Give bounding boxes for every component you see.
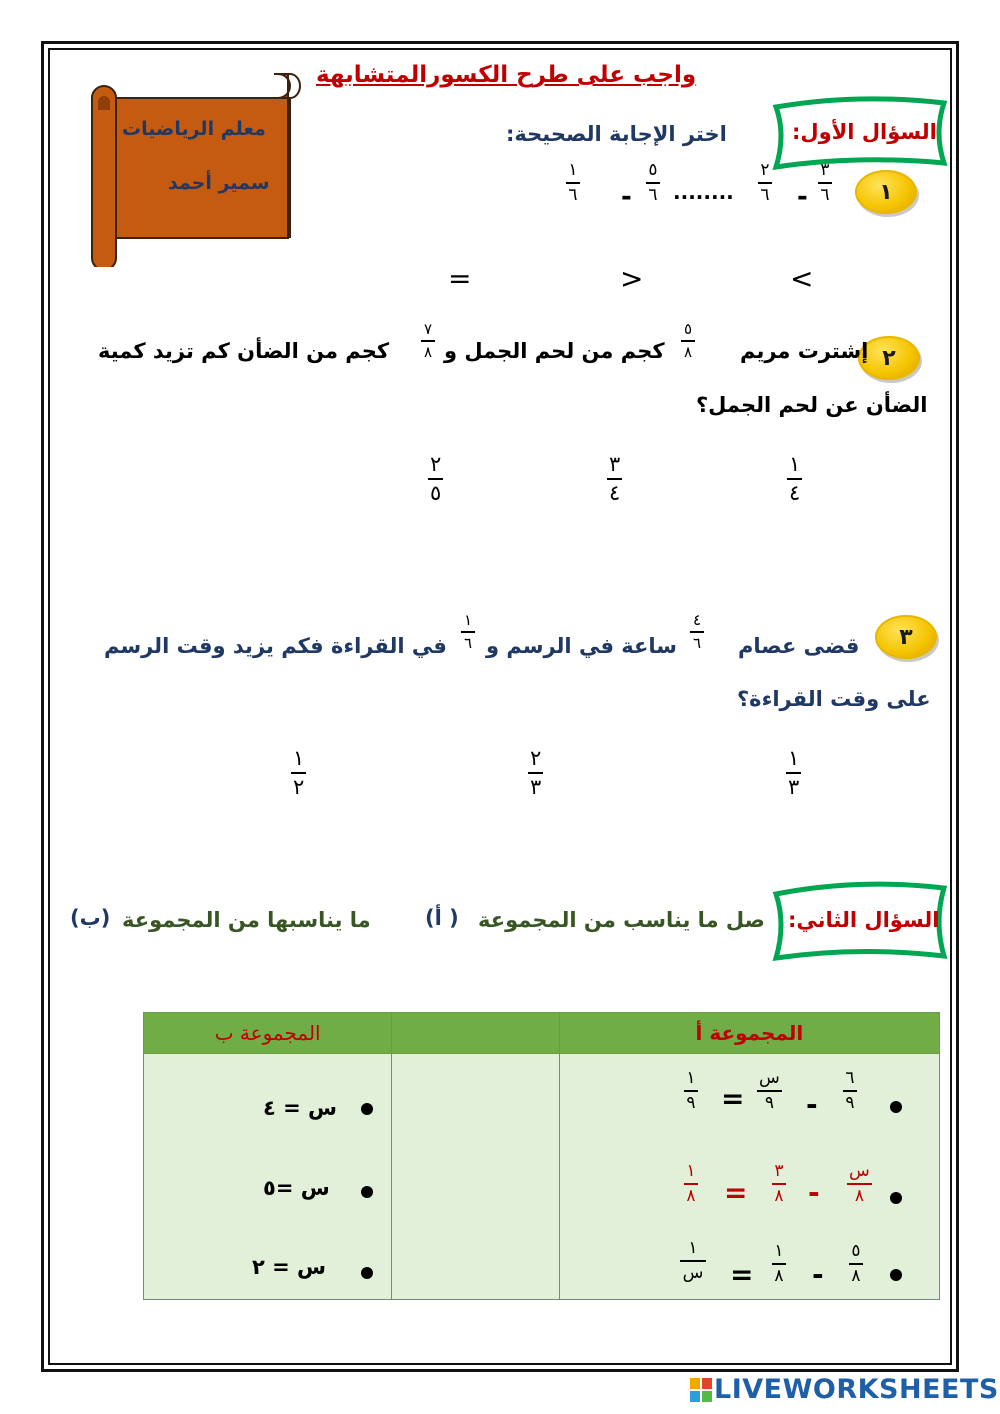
badge-2: ٢ (858, 336, 920, 380)
group-b-item-2: س =٥ (263, 1176, 330, 1200)
item3-text-d: على وقت القراءة؟ (737, 687, 931, 711)
group-a-row1-minus: - (806, 1088, 818, 1121)
item1-choice-equal[interactable]: = (448, 262, 472, 295)
group-a-row2-frac-b: ٣ ٨ (772, 1163, 786, 1205)
badge-1: ١ (855, 170, 917, 214)
group-a-bullet-3[interactable] (890, 1269, 902, 1281)
item2-choice-3[interactable]: ٢ ٥ (430, 452, 442, 505)
group-a-row1-equals: = (721, 1082, 745, 1115)
group-a-bullet-2[interactable] (890, 1192, 902, 1204)
group-a-row2-minus: - (808, 1176, 820, 1209)
group-a-row2-frac-a: س ٨ (849, 1161, 870, 1206)
header-middle (392, 1013, 559, 1054)
badge-3: ٣ (875, 615, 937, 659)
group-b-item-3: س = ٢ (252, 1255, 327, 1279)
item1-choice-greater[interactable]: > (790, 262, 814, 295)
group-b-bullet-1[interactable] (361, 1103, 373, 1115)
group-b-bullet-2[interactable] (361, 1186, 373, 1198)
group-a-row1-frac-a: ٦ ٩ (843, 1070, 857, 1112)
group-a-row3-minus: - (812, 1258, 824, 1291)
item3-text-a: قضى عصام (738, 634, 860, 658)
item3-fraction-1: ٤ ٦ (690, 613, 704, 651)
teacher-name: سمير أحمد (168, 172, 270, 194)
item3-choice-2[interactable]: ٢ ٣ (530, 746, 542, 799)
header-group-a: المجموعة أ (559, 1013, 939, 1054)
group-a-row2-equals: = (724, 1176, 748, 1209)
item3-fraction-2: ١ ٦ (461, 613, 475, 651)
item1-choice-less[interactable]: < (620, 262, 644, 295)
q1-label: السؤال الأول: (792, 120, 937, 144)
item1-fraction-b: ٢ ٦ (758, 162, 772, 204)
item1-blank[interactable]: ........ (673, 180, 734, 204)
item3-choice-3[interactable]: ١ ٢ (293, 746, 305, 799)
item1-minus-b: - (621, 182, 632, 212)
group-a-row3-frac-a: ٥ ٨ (849, 1243, 863, 1285)
q2-label: السؤال الثاني: (788, 908, 940, 932)
item2-text-c: كجم من الضأن كم تزيد كمية (98, 339, 390, 363)
item1-minus-a: - (797, 182, 808, 212)
group-a-row1-frac-c: ١ ٩ (684, 1070, 698, 1112)
item2-choice-1[interactable]: ١ ٤ (789, 452, 801, 505)
connect-area[interactable] (392, 1054, 559, 1300)
header-group-b: المجموعة ب (144, 1013, 392, 1054)
group-a-row1-frac-b: س ٩ (759, 1068, 780, 1113)
group-a-row3-frac-c: ١ س (680, 1240, 706, 1282)
teacher-role: معلم الرياضيات (122, 118, 266, 140)
item2-choice-2[interactable]: ٣ ٤ (609, 452, 621, 505)
group-b-bullet-3[interactable] (361, 1267, 373, 1279)
item2-text-b: كجم من لحم الجمل و (444, 339, 665, 363)
q2-instruction-c: ما يناسبها من المجموعة (122, 908, 371, 932)
q2-instruction-d: (ب) (70, 906, 111, 930)
item2-text-d: الضأن عن لحم الجمل؟ (696, 393, 928, 417)
item1-fraction-a: ٣ ٦ (818, 162, 832, 204)
item2-fraction-1: ٥ ٨ (681, 322, 695, 360)
page-title: واجب على طرح الكسورالمتشابهة (316, 62, 697, 88)
item1-fraction-d: ١ ٦ (566, 162, 580, 204)
group-b-item-1: س = ٤ (263, 1096, 338, 1120)
group-a-row3-equals: = (730, 1258, 754, 1291)
footer-brand: LIVEWORKSHEETS (714, 1374, 999, 1405)
item3-text-b: ساعة في الرسم و (486, 634, 677, 658)
item2-text-a: إشترت مريم (740, 339, 869, 363)
item1-fraction-c: ٥ ٦ (646, 162, 660, 204)
group-a-row3-frac-b: ١ ٨ (772, 1243, 786, 1285)
group-a-row2-frac-c: ١ ٨ (684, 1163, 698, 1205)
group-a-bullet-1[interactable] (890, 1101, 902, 1113)
item3-text-c: في القراءة فكم يزيد وقت الرسم (104, 634, 447, 658)
q2-instruction-b: ( أ) (425, 906, 459, 930)
item2-fraction-2: ٧ ٨ (421, 322, 435, 360)
scroll-banner-icon (78, 62, 304, 267)
liveworksheets-logo-icon (690, 1378, 712, 1402)
q1-instruction: اختر الإجابة الصحيحة: (506, 122, 727, 146)
item3-choice-1[interactable]: ١ ٣ (788, 746, 800, 799)
q2-instruction-a: صل ما يناسب من المجموعة (478, 908, 765, 932)
